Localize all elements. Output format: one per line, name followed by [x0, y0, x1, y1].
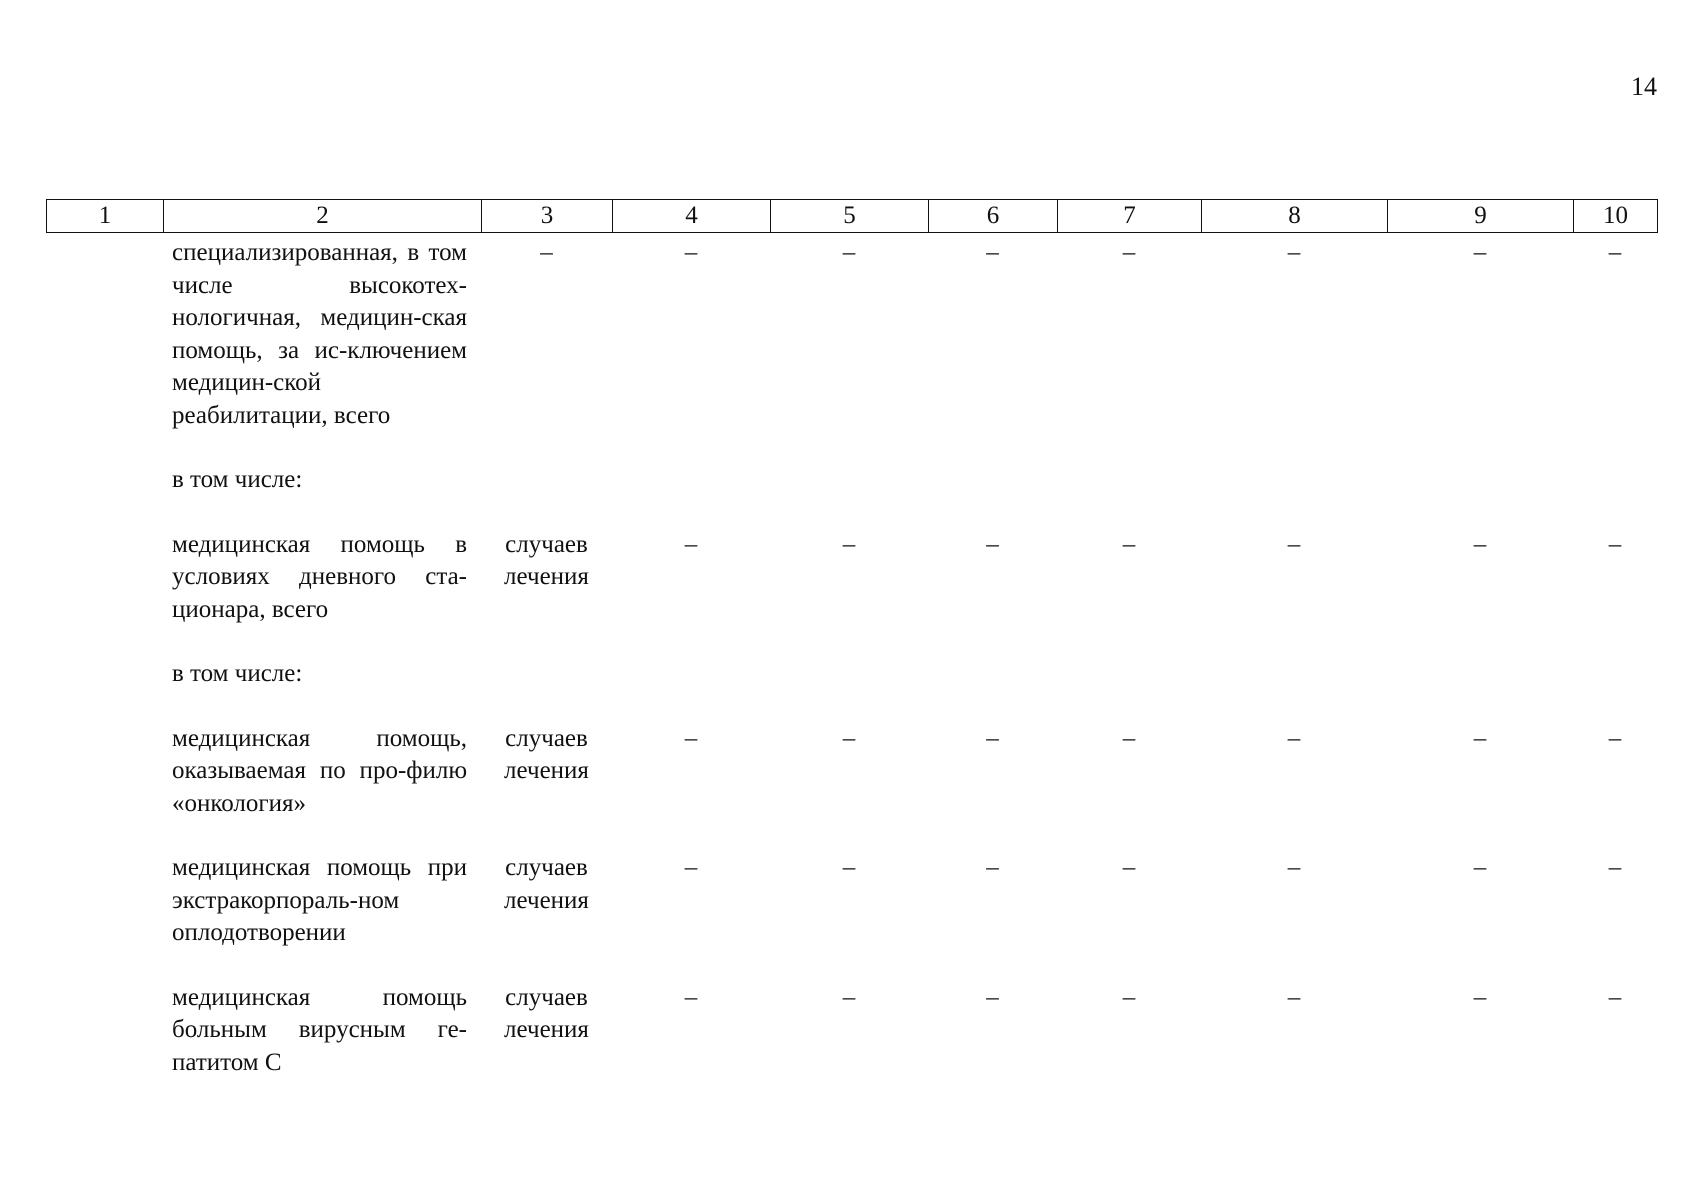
row-value-col-8: – [1287, 854, 1301, 881]
row-unit: случаев лечения [504, 983, 589, 1043]
row-value-col-6: – [986, 854, 999, 881]
row-value-col-8: – [1287, 239, 1301, 266]
header-col-10: 10 [1574, 200, 1658, 233]
row-value-col-5: – [842, 530, 856, 558]
header-col-8: 8 [1202, 200, 1388, 233]
row-value-col-4: – [684, 530, 698, 558]
row-value-col-8: – [1287, 983, 1301, 1011]
table-row [46, 237, 1657, 464]
page-number: 14 [1631, 72, 1657, 101]
row-value-col-7: – [1122, 724, 1136, 752]
row-value-col-10: – [1608, 239, 1622, 266]
header-col-6: 6 [929, 200, 1058, 233]
table-row [46, 982, 1657, 1112]
row-description: медицинская помощь в условиях дневного ста-ционара, всего [172, 530, 467, 623]
row-value-col-6: – [986, 983, 999, 1011]
row-value-col-9: – [1473, 854, 1487, 881]
table-row [46, 723, 1657, 853]
row-value-col-10: – [1608, 983, 1622, 1011]
row-value-col-5: – [842, 854, 856, 881]
row-value-col-8: – [1287, 724, 1301, 752]
header-col-7: 7 [1058, 200, 1202, 233]
row-value-col-7: – [1122, 530, 1136, 558]
row-value-col-9: – [1473, 983, 1487, 1011]
row-value-col-6: – [986, 530, 999, 558]
row-value-col-5: – [842, 239, 856, 266]
row-value-col-10: – [1608, 530, 1622, 558]
row-value-col-6: – [986, 239, 999, 266]
table-body [46, 237, 1657, 1111]
row-value-col-4: – [684, 854, 698, 881]
row-unit: – [540, 239, 553, 266]
table-row [46, 852, 1657, 982]
header-col-4: 4 [613, 200, 771, 233]
row-value-col-10: – [1608, 854, 1622, 881]
subheading-label: в том числе: [172, 660, 303, 687]
row-value-col-5: – [842, 724, 856, 752]
row-value-col-7: – [1122, 983, 1136, 1011]
row-value-col-9: – [1473, 530, 1487, 558]
row-value-col-4: – [684, 983, 698, 1011]
header-col-5: 5 [771, 200, 929, 233]
row-value-col-4: – [684, 724, 698, 752]
row-value-col-8: – [1287, 530, 1301, 558]
row-value-col-10: – [1608, 724, 1622, 752]
row-value-col-7: – [1122, 854, 1136, 881]
row-value-col-9: – [1473, 239, 1487, 266]
table-subheading-row [46, 658, 1657, 723]
header-col-2: 2 [164, 200, 482, 233]
row-description: медицинская помощь больным вирусным ге-патитом С [172, 983, 467, 1076]
row-value-col-6: – [986, 724, 999, 752]
row-unit: случаев лечения [504, 724, 589, 784]
header-col-3: 3 [482, 200, 613, 233]
header-col-1: 1 [47, 200, 164, 233]
row-value-col-9: – [1473, 724, 1487, 752]
row-description: специализированная, в том числе высокотех-нологичная, медицин-ская помощь, за ис-ключением медицин-ской реабилитации, всего [172, 239, 467, 429]
row-description: медицинская помощь при экстракорпораль-ном оплодотворении [172, 854, 467, 946]
row-unit: случаев лечения [504, 530, 589, 590]
row-description: медицинская помощь, оказываемая по про-филю «онкология» [172, 724, 467, 817]
subheading-label: в том числе: [172, 466, 303, 493]
column-number-header [46, 199, 1658, 233]
table-subheading-row [46, 464, 1657, 529]
row-value-col-5: – [842, 983, 856, 1011]
row-unit: случаев лечения [504, 854, 589, 914]
header-row [47, 200, 1658, 233]
row-value-col-7: – [1122, 239, 1136, 266]
row-value-col-4: – [684, 239, 698, 266]
header-col-9: 9 [1388, 200, 1574, 233]
table-row [46, 529, 1657, 659]
